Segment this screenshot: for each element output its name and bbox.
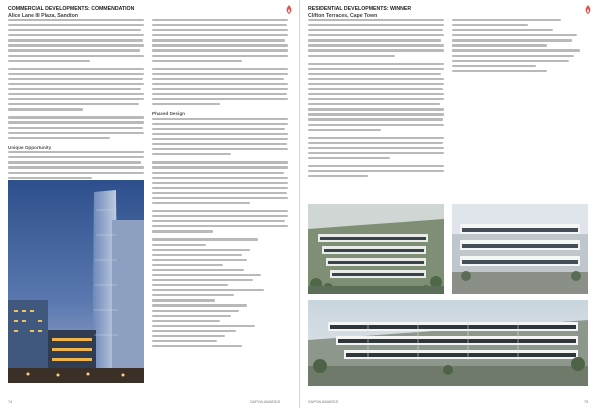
left-text-column-1: [8, 19, 144, 205]
right-page-number: 75: [584, 400, 589, 404]
right-header: [308, 6, 411, 19]
flame-logo-icon: [285, 5, 293, 14]
terraces-hillside-photo: [308, 204, 444, 294]
left-footer: [8, 400, 12, 404]
right-page: [300, 0, 600, 408]
right-publication: [308, 400, 338, 404]
left-header: [8, 6, 134, 19]
subhead-phased-design: Phased Design: [152, 111, 185, 117]
left-page-number: 74: [8, 400, 13, 404]
terraces-balconies-photo: [308, 300, 588, 386]
subhead-unique-opportunity: Unique Opportunity: [8, 144, 52, 150]
right-text-column-1: [308, 19, 444, 180]
flame-logo-icon: [584, 5, 592, 14]
left-text-column-2: [152, 19, 288, 350]
building-dusk-photo: [8, 180, 144, 383]
project-title: Clifton Terraces, Cape Town: [308, 12, 378, 19]
left-publication: [250, 400, 280, 404]
right-publication-name: SAPOA AWARDS: [308, 400, 339, 404]
left-publication-name: SAPOA AWARDS: [250, 400, 281, 404]
right-text-column-2: [452, 19, 588, 75]
section-title: RESIDENTIAL DEVELOPMENTS: WINNER: [308, 6, 412, 12]
terraces-side-photo: [452, 204, 588, 294]
right-footer: [584, 400, 588, 404]
project-title: Alice Lane III Plaza, Sandton: [8, 12, 79, 19]
section-title: COMMERCIAL DEVELOPMENTS: COMMENDATION: [8, 6, 135, 12]
